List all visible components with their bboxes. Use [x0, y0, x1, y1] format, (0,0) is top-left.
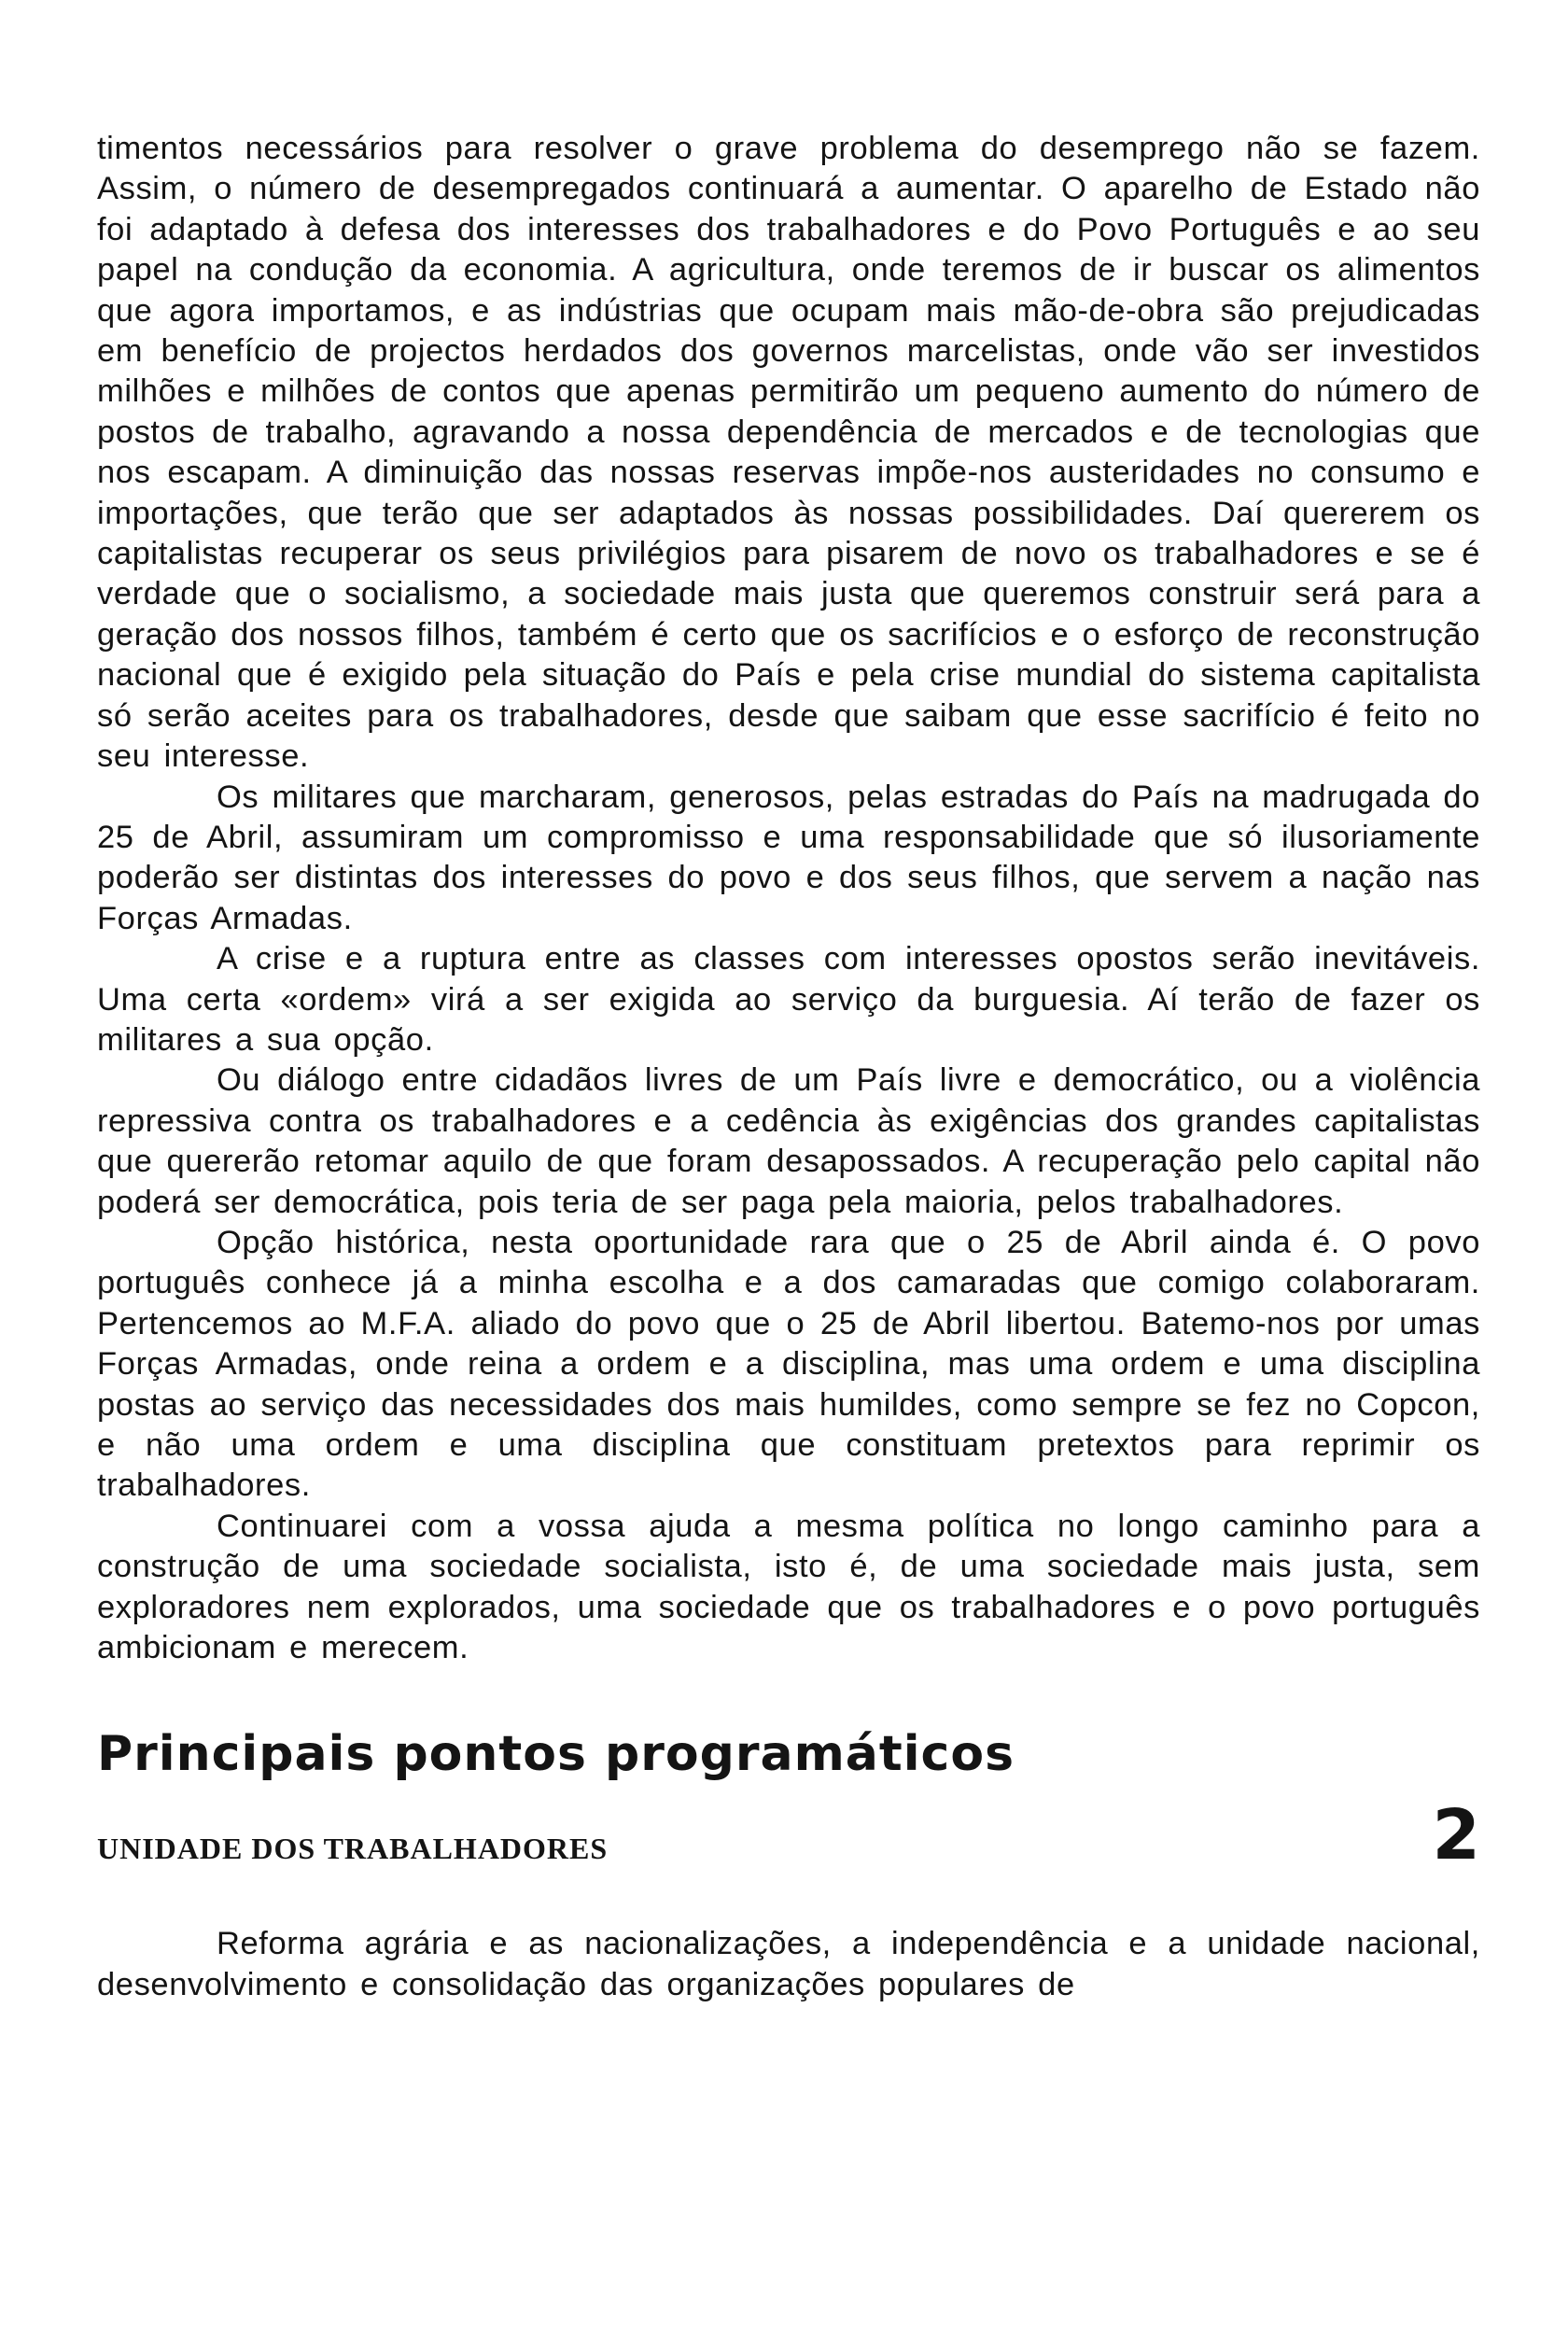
paragraph-1: timentos necessários para resolver o grave problema do desemprego não se fazem. Assim, o número de desempregados continuará a aumentar. O aparelho de Estado não foi adaptado à defesa dos interesses dos trabalhadores e do Povo Português e ao seu papel na condução da economia. A agricultura, onde teremos de ir buscar os alimentos que agora importamos, e as indústrias que ocupam mais mão-de-obra são prejudicadas em benefício de projectos herdados dos governos marcelistas, onde vão ser investidos milhões e milhões de contos que apenas permitirão um pequeno aumento do número de postos de trabalho, agravando a nossa dependência de mercados e de tecnologias que nos escapam. A diminuição das nossas reservas impõe-nos austeridades no consumo e importações, que terão que ser adaptados às nossas possibilidades. Daí quererem os capitalistas recuperar os seus privilégios para pisarem de novo os trabalhadores e se é verdade que o socialismo, a sociedade mais justa que queremos construir será para a geração dos nossos filhos, também é certo que os sacrifícios e o esforço de reconstrução nacional que é exigido pela situação do País e pela crise mundial do sistema capitalista só serão aceites para os trabalhadores, desde que saibam que esse sacrifício é feito no seu interesse.: [97, 131, 1480, 775]
section-paragraph: Reforma agrária e as nacionalizações, a independência e a unidade nacional, desenvolvimento e consolidação das organizações populares de: [97, 1926, 1480, 2002]
section-title: Principais pontos programáticos: [97, 1726, 1015, 1783]
section-number: 2: [1432, 1795, 1480, 1876]
paragraph-3: A crise e a ruptura entre as classes com interesses opostos serão inevitáveis. Uma certa «ordem» virá a ser exigida ao serviço da burguesia. Aí terão de fazer os militares a sua opção.: [97, 941, 1480, 1058]
section-body: [97, 1924, 1480, 2005]
paragraph-2: Os militares que marcharam, generosos, pelas estradas do País na madrugada do 25 de Abril, assumiram um compromisso e uma responsabilidade que só ilusoriamente poderão ser distintas dos interesses do povo e dos seus filhos, que servem a nação nas Forças Armadas.: [97, 779, 1480, 936]
section-subheading: UNIDADE DOS TRABALHADORES: [97, 1832, 609, 1866]
paragraph-6: Continuarei com a vossa ajuda a mesma política no longo caminho para a construção de uma sociedade socialista, isto é, de uma sociedade mais justa, sem exploradores nem explorados, uma sociedade que os trabalhadores e o povo português ambicionam e merecem.: [97, 1508, 1480, 1666]
paragraph-5: Opção histórica, nesta oportunidade rara que o 25 de Abril ainda é. O povo português conhece já a minha escolha e a dos camaradas que comigo colaboraram. Pertencemos ao M.F.A. aliado do povo que o 25 de Abril libertou. Batemo-nos por umas Forças Armadas, onde reina a ordem e a disciplina, mas uma ordem e uma disciplina postas ao serviço das necessidades dos mais humildes, como sempre se fez no Copcon, e não uma ordem e uma disciplina que constituam pretextos para reprimir os trabalhadores.: [97, 1224, 1480, 1504]
subheading-row: [97, 1795, 1480, 1876]
paragraph-4: Ou diálogo entre cidadãos livres de um País livre e democrático, ou a violência repressiva contra os trabalhadores e a cedência às exigências dos grandes capitalistas que quererão retomar aquilo de que foram desapossados. A recuperação pelo capital não poderá ser democrática, pois teria de ser paga pela maioria, pelos trabalhadores.: [97, 1062, 1480, 1220]
body-text: [97, 129, 1480, 1668]
document-page: [97, 129, 1480, 2005]
